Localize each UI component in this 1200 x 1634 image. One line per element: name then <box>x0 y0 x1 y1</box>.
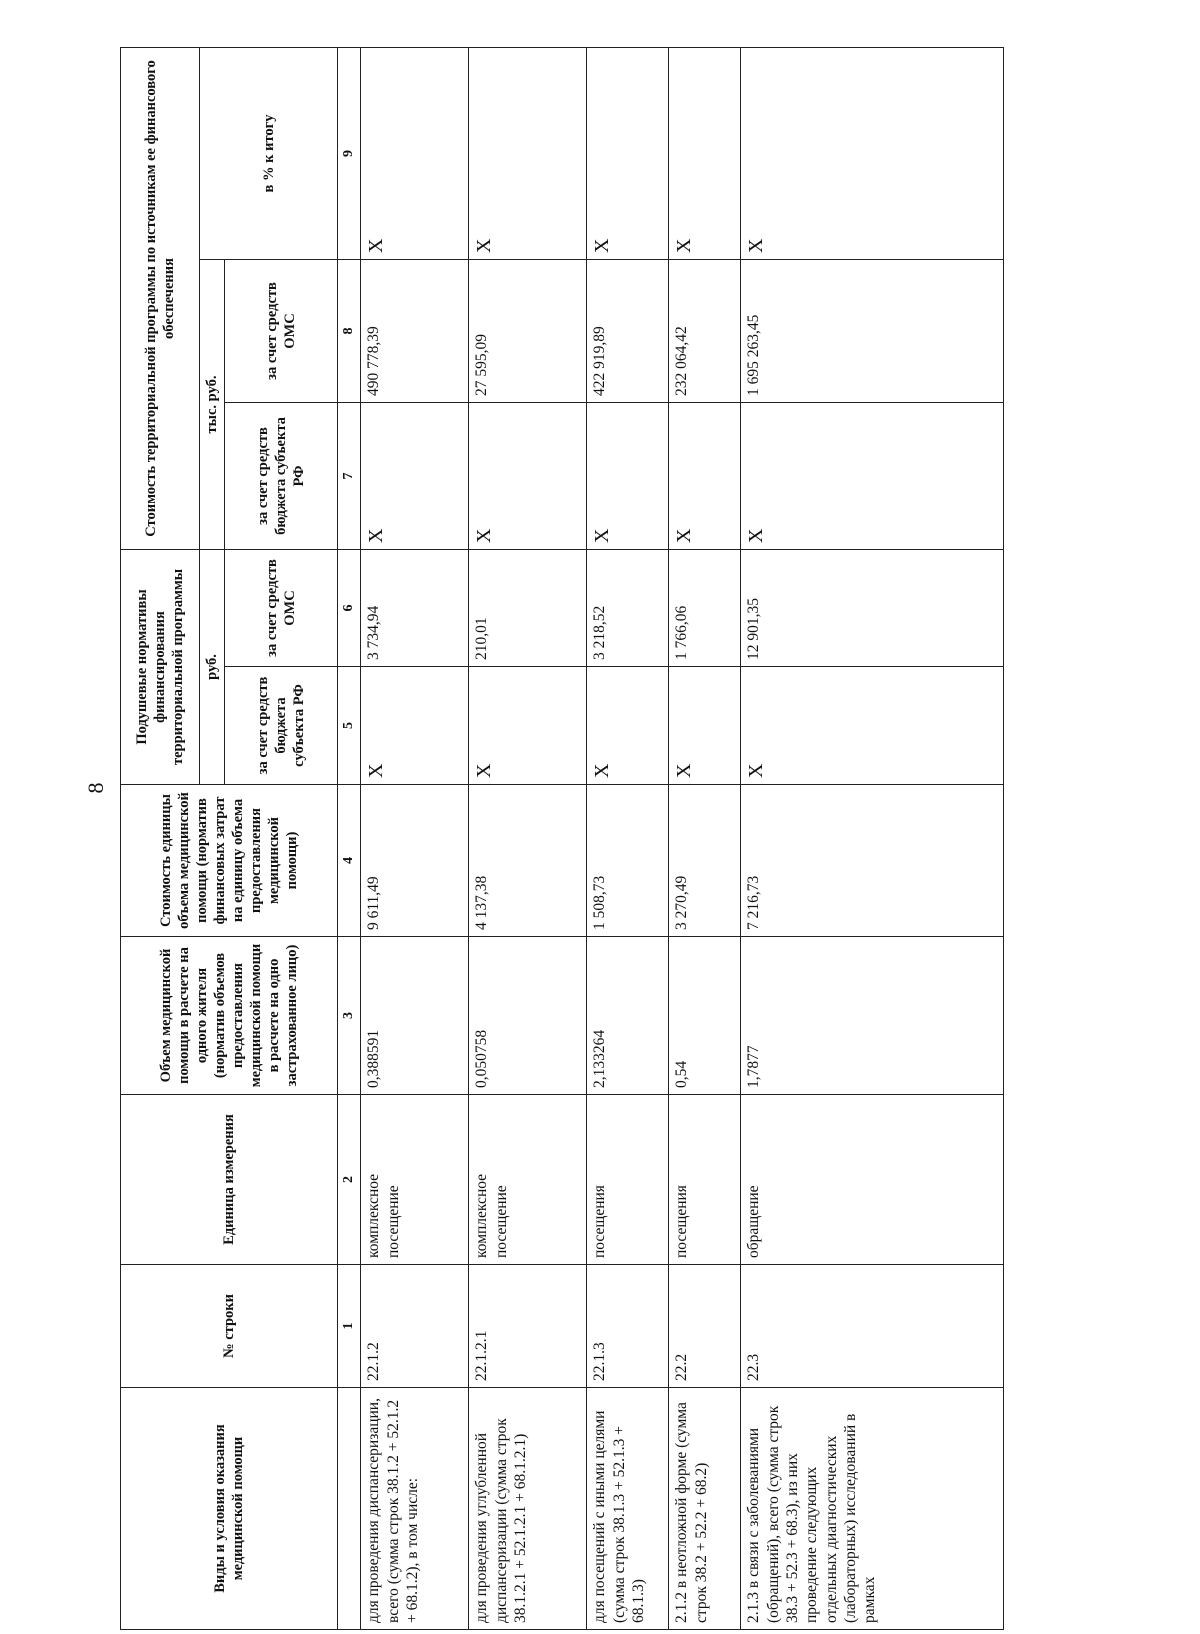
table-row <box>587 48 669 1630</box>
cell-row-no: 22.3 <box>741 1265 1004 1388</box>
cell-budget: X <box>469 667 587 785</box>
cell-oms: 210,01 <box>469 550 587 667</box>
cell-budget-total: X <box>361 403 469 550</box>
header-percent: в % к итогу <box>200 48 338 260</box>
cell-oms-total: 232 064,42 <box>669 260 741 403</box>
header-oms: за счет средств ОМС <box>225 550 338 667</box>
colnum: 7 <box>338 403 361 550</box>
header-unit: Единица измерения <box>121 1095 338 1265</box>
header-kind: Виды и условия оказания медицинской помощи <box>121 1388 338 1630</box>
cell-budget-total: X <box>587 403 669 550</box>
cell-budget-total: X <box>741 403 1004 550</box>
cell-oms-total: 1 695 263,45 <box>741 260 1004 403</box>
column-number-row <box>338 48 361 1630</box>
cell-unit: обращение <box>741 1095 1004 1265</box>
header-budget-total: за счет средств бюджета субъекта РФ <box>225 403 338 550</box>
cell-volume: 0,050758 <box>469 937 587 1095</box>
cell-cost: 9 611,49 <box>361 785 469 937</box>
cell-percent: X <box>469 48 587 260</box>
cell-unit: комплексное посещение <box>469 1095 587 1265</box>
cell-volume: 2,133264 <box>587 937 669 1095</box>
cell-oms: 1 766,06 <box>669 550 741 667</box>
cell-budget-total: X <box>469 403 587 550</box>
cell-volume: 0,54 <box>669 937 741 1095</box>
header-budget: за счет средств бюджета субъекта РФ <box>225 667 338 785</box>
header-cost: Стоимость единицы объема медицинской помощи (норматив финансовых затрат на единицу объема предоставления медицинской помощи) <box>121 785 338 937</box>
cell-kind: 2.1.3 в связи с заболеваниями (обращений), всего (сумма строк 38.3 + 52.3 + 68.3), из них проведение следующих отдельных диагностических (лабораторных) исследований в рамках <box>741 1388 1004 1630</box>
cell-budget: X <box>741 667 1004 785</box>
header-volume: Объем медицинской помощи в расчете на одного жителя (норматив объемов предоставления медицинской помощи в расчете на одно застрахованное лицо) <box>121 937 338 1095</box>
cell-volume: 1,7877 <box>741 937 1004 1095</box>
cell-oms: 3 734,94 <box>361 550 469 667</box>
table-row <box>361 48 469 1630</box>
cell-kind: для проведения диспансеризации, всего (сумма строк 38.1.2 + 52.1.2 + 68.1.2), в том числе: <box>361 1388 469 1630</box>
colnum: 1 <box>338 1265 361 1388</box>
cell-budget: X <box>669 667 741 785</box>
colnum: 8 <box>338 260 361 403</box>
header-unit-rub: руб. <box>200 550 225 785</box>
cell-budget-total: X <box>669 403 741 550</box>
cell-volume: 0,388591 <box>361 937 469 1095</box>
header-per-capita-group: Подушевые нормативы финансирования территориальной программы <box>121 550 200 785</box>
cell-row-no: 22.2 <box>669 1265 741 1388</box>
cell-cost: 7 216,73 <box>741 785 1004 937</box>
header-unit-thousand-rub: тыс. руб. <box>200 260 225 550</box>
cell-kind: для проведения углубленной диспансеризации (сумма строк 38.1.2.1 + 52.1.2.1 + 68.1.2.1) <box>469 1388 587 1630</box>
colnum-blank <box>338 1388 361 1630</box>
cell-kind: 2.1.2 в неотложной форме (сумма строк 38.2 + 52.2 + 68.2) <box>669 1388 741 1630</box>
colnum: 4 <box>338 785 361 937</box>
rotated-table-container <box>120 48 1004 1630</box>
table-row <box>741 48 1004 1630</box>
cell-row-no: 22.1.2.1 <box>469 1265 587 1388</box>
cell-unit: посещения <box>669 1095 741 1265</box>
cell-oms: 12 901,35 <box>741 550 1004 667</box>
page-number: 8 <box>83 782 108 794</box>
cell-unit: комплексное посещение <box>361 1095 469 1265</box>
colnum: 2 <box>338 1095 361 1265</box>
colnum: 6 <box>338 550 361 667</box>
cell-oms: 3 218,52 <box>587 550 669 667</box>
cell-row-no: 22.1.3 <box>587 1265 669 1388</box>
cell-budget: X <box>587 667 669 785</box>
cell-percent: X <box>669 48 741 260</box>
financing-table <box>120 47 1004 1630</box>
colnum: 9 <box>338 48 361 260</box>
header-total-group: Стоимость территориальной программы по источникам ее финансового обеспечения <box>121 48 200 550</box>
cell-unit: посещения <box>587 1095 669 1265</box>
cell-kind: для посещений с иными целями (сумма строк 38.1.3 + 52.1.3 + 68.1.3) <box>587 1388 669 1630</box>
cell-oms-total: 490 778,39 <box>361 260 469 403</box>
cell-percent: X <box>587 48 669 260</box>
cell-oms-total: 422 919,89 <box>587 260 669 403</box>
cell-cost: 3 270,49 <box>669 785 741 937</box>
cell-percent: X <box>741 48 1004 260</box>
table-row <box>669 48 741 1630</box>
cell-row-no: 22.1.2 <box>361 1265 469 1388</box>
header-row-no: № строки <box>121 1265 338 1388</box>
cell-cost: 4 137,38 <box>469 785 587 937</box>
header-row-1 <box>121 48 200 1630</box>
colnum: 3 <box>338 937 361 1095</box>
cell-percent: X <box>361 48 469 260</box>
header-oms-total: за счет средств ОМС <box>225 260 338 403</box>
cell-oms-total: 27 595,09 <box>469 260 587 403</box>
table-row <box>469 48 587 1630</box>
colnum: 5 <box>338 667 361 785</box>
cell-budget: X <box>361 667 469 785</box>
cell-cost: 1 508,73 <box>587 785 669 937</box>
